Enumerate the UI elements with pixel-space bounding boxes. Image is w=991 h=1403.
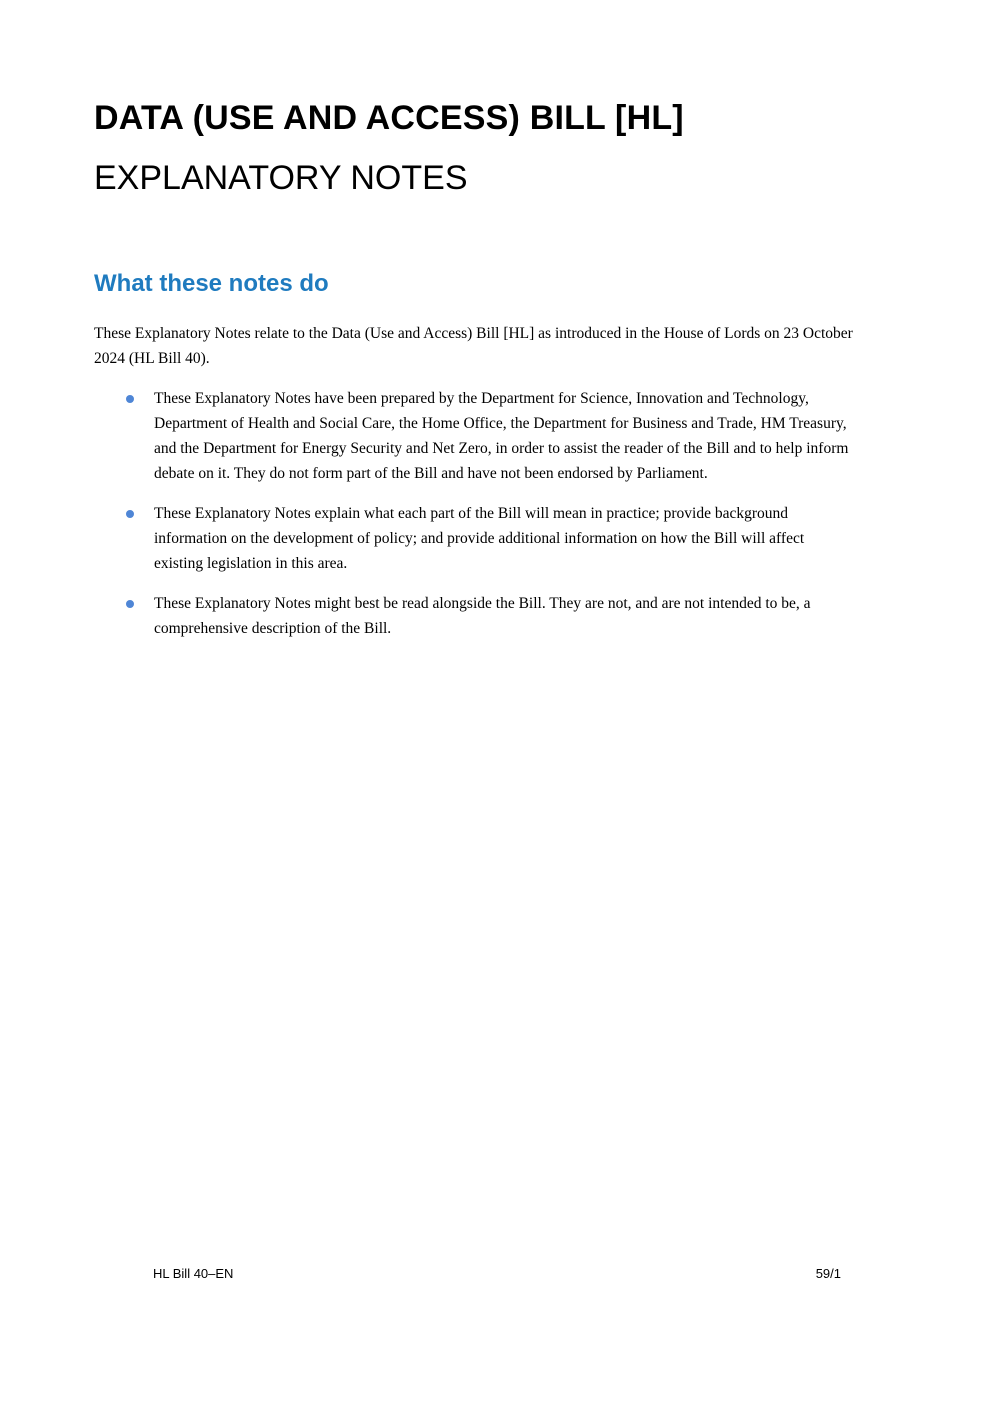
bullet-dot-icon — [126, 395, 134, 403]
document-subtitle: EXPLANATORY NOTES — [94, 159, 468, 197]
section-heading: What these notes do — [94, 270, 329, 297]
bullet-list — [94, 386, 854, 656]
bullet-text: These Explanatory Notes have been prepared by the Department for Science, Innovation and Technology, Department of Health and Social Care, the Home Office, the Department for Business and Trade, HM Treasury, and the Department for Energy Security and Net Zero, in order to assist the reader of the Bill and to help inform debate on it. They do not form part of the Bill and have not been endorsed by Parliament. — [154, 390, 849, 482]
bullet-item — [94, 591, 854, 641]
bullet-item — [94, 501, 854, 576]
footer-reference: HL Bill 40–EN — [153, 1266, 234, 1281]
document-title: DATA (USE AND ACCESS) BILL [HL] — [94, 99, 684, 137]
bullet-dot-icon — [126, 600, 134, 608]
bullet-text: These Explanatory Notes explain what each part of the Bill will mean in practice; provide background information on the development of policy; and provide additional information on how the Bill will affect existing legislation in this area. — [154, 505, 805, 572]
bullet-item — [94, 386, 854, 486]
footer-page-code: 59/1 — [815, 1266, 841, 1281]
bullet-dot-icon — [126, 510, 134, 518]
intro-paragraph: These Explanatory Notes relate to the Data (Use and Access) Bill [HL] as introduced in the House of Lords on 23 October 2024 (HL Bill 40). — [94, 325, 853, 367]
bullet-text: These Explanatory Notes might best be read alongside the Bill. They are not, and are not intended to be, a comprehensive description of the Bill. — [154, 595, 811, 637]
